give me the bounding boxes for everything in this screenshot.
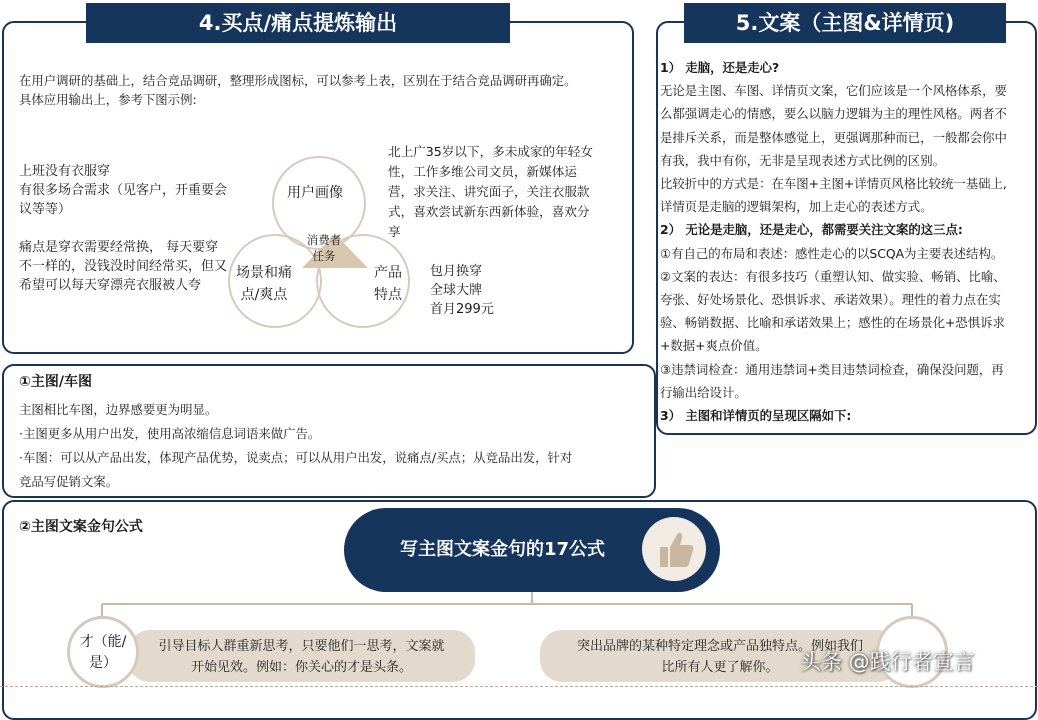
copywriting-line: 无论是主图、车图、详情页文案，它们应该是一个风格体系，要 [660, 83, 1007, 99]
main-image-body: 主图相比车图，边界感要更为明显。 ·主图更多从用户出发，使用高浓缩信息词语来做广告。 ·车图：可以从产品出发，体现产品优势，说卖点；可以从用户出发，说痛点/买点；从竞品出发，针对 竞品写促销文案。 [19, 402, 573, 489]
formula-item-1-label: 才（能/ 是） [67, 616, 139, 688]
main-image-heading: ①主图/车图 [19, 374, 92, 390]
bottom-dashed-divider [0, 686, 1038, 687]
copywriting-line: 2） 无论是走脑，还是走心，都需要关注文案的这三点: [660, 222, 963, 238]
formula-heading: ②主图文案金句公式 [19, 519, 143, 535]
copywriting-line: 有我，我中有你，无非是呈现表述方式比例的区别。 [660, 152, 945, 168]
copywriting-line: ①有自己的布局和表述：感性走心的以SCQA为主要表述结构。 [660, 245, 1004, 261]
persona-description: 北上广35岁以下，多未成家的年轻女 性，工作多维公司文员，新媒体运 营，求关注、讲究面子，关注衣服款 式，喜欢尝试新东西新体验，喜欢分 享 [388, 144, 593, 239]
copywriting-line: 1） 走脑，还是走心? [660, 60, 780, 75]
product-description: 包月换穿 全球大牌 首月299元 [430, 264, 494, 317]
formula-item-1-text: 引导目标人群重新思考，只要他们一思考，文案就 开始见效。例如：你关心的才是头条。 [128, 630, 475, 682]
venn-label-scene: 场景和痛 点/爽点 [236, 265, 292, 303]
copywriting-line: 行输出给设计。 [660, 384, 747, 400]
watermark: 头条 @践行者宣言 [800, 650, 975, 674]
copywriting-line: 比较折中的方式是：在车图+主图+详情页风格比较统一基础上, [660, 176, 1007, 192]
copywriting-line: 详情页是走脑的逻辑架构，加上走心的表述方式。 [660, 199, 933, 215]
venn-label-product: 产品 特点 [374, 265, 402, 303]
venn-label-persona: 用户画像 [287, 185, 343, 201]
copywriting-title: 5.文案（主图&详情页) [684, 3, 1006, 43]
intro-line-2: 具体应用输出上，参考下图示例: [19, 92, 197, 107]
formula-item-2-text: 突出品牌的某种特定理念或产品独特点。例如我们 比所有人更了解你。 [540, 630, 900, 682]
copywriting-line: 3） 主图和详情页的呈现区隔如下: [660, 408, 852, 424]
pain-scene-a: 上班没有衣服穿 有很多场合需求（见客户，开重要会 议等等） [19, 164, 228, 217]
copywriting-body [660, 56, 1032, 427]
copywriting-line: +数据+爽点价值。 [660, 338, 768, 354]
venn-label-center: 消费者 任务 [306, 233, 342, 263]
pain-scene-b: 痛点是穿衣需要经常换， 每天要穿 不一样的，没钱没时间经常买，但又 希望可以每天穿漂亮衣服被人夸 [19, 240, 228, 293]
copywriting-line: ②文案的表达：有很多技巧（重塑认知、做实验、畅销、比喻、 [660, 268, 1006, 284]
buy-point-title: 4.买点/痛点提炼输出 [86, 3, 510, 43]
intro-line-1: 在用户调研的基础上，结合竞品调研，整理形成图标，可以参考上表，区别在于结合竞品调研再确定。 [19, 73, 577, 88]
thumbs-up-icon [642, 517, 706, 581]
copywriting-line: 验、畅销数据、比喻和承诺效果上；感性的在场景化+恐惧诉求 [660, 315, 1005, 331]
formula-banner-text: 写主图文案金句的17公式 [400, 539, 606, 560]
formula-tree-lines [0, 590, 1038, 630]
copywriting-line: ③违禁词检查：通用违禁词+类目违禁词检查，确保没问题，再 [660, 361, 1004, 377]
copywriting-line: 是排斥关系，而是整体感觉上，更强调那种而已，一般都会你中 [660, 129, 1007, 145]
copywriting-line: 夸张、好处场景化、恐惧诉求、承诺效果）。理性的着力点在实 [660, 292, 1001, 308]
copywriting-line: 么都强调走心的情感，要么以脑力逻辑为主的理性风格。两者不 [660, 106, 1007, 122]
